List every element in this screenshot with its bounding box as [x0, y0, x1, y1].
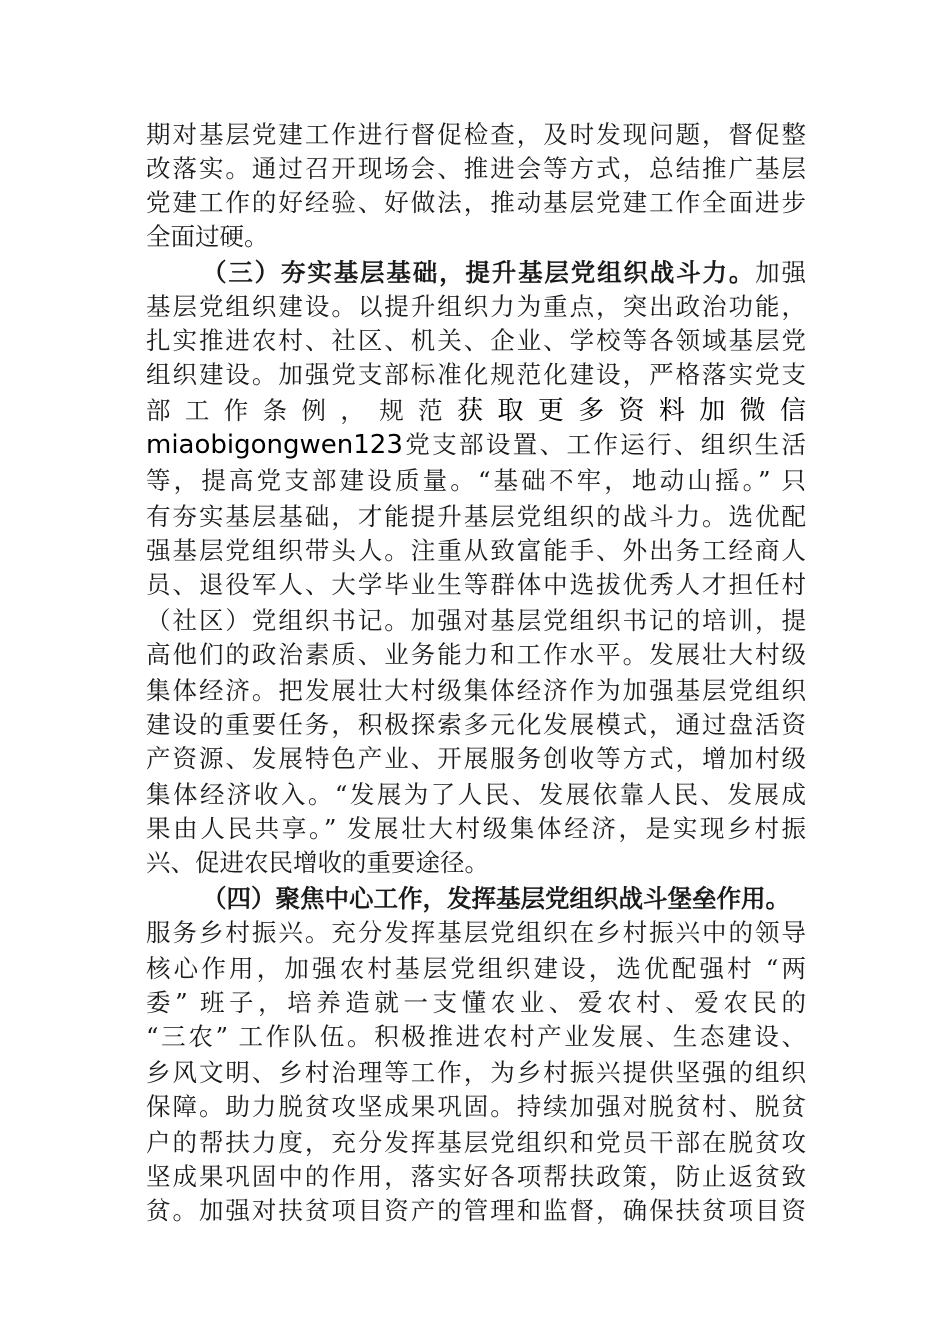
text-line: 果由人民共享。” 发展壮大村级集体经济，是实现乡村振: [146, 814, 806, 843]
text-line: 贫。加强对扶贫项目资产的管理和监督，确保扶贫项目资: [146, 1196, 806, 1225]
text-line: 集体经济收入。“发展为了人民、发展依靠人民、发展成: [146, 780, 806, 809]
text-line: 兴、促进农民增收的重要途径。: [146, 848, 489, 877]
text-line: [146, 427, 806, 463]
text-line: “三农” 工作队伍。积极推进农村产业发展、生态建设、: [146, 1022, 806, 1051]
text-line: 高他们的政治素质、业务能力和工作水平。发展壮大村级: [146, 640, 806, 669]
text-line: 户的帮扶力度，充分发挥基层党组织和党员干部在脱贫攻: [146, 1128, 806, 1157]
text-segment: 加强: [755, 258, 807, 287]
section-heading-line: [202, 881, 806, 917]
text-line: 改落实。通过召开现场会、推进会等方式，总结推广基层: [146, 154, 806, 183]
promo-text: 获取更多资料加微信: [457, 396, 806, 426]
text-line: 扎实推进农村、社区、机关、企业、学校等各领域基层党: [146, 326, 806, 355]
text-line: 委” 班子，培养造就一支懂农业、爱农村、爱农民的: [146, 988, 806, 1017]
text-segment: 部工作条例，规范: [146, 396, 457, 425]
text-line: 期对基层党建工作进行督促检查，及时发现问题，督促整: [146, 120, 806, 149]
text-line: 强基层党组织带头人。注重从致富能手、外出务工经商人: [146, 536, 806, 565]
text-line: 服务乡村振兴。充分发挥基层党组织在乡村振兴中的领导: [146, 918, 806, 947]
text-line: 乡风文明、乡村治理等工作，为乡村振兴提供坚强的组织: [146, 1058, 806, 1087]
text-line: 保障。助力脱贫攻坚成果巩固。持续加强对脱贫村、脱贫: [146, 1092, 806, 1121]
text-line: 基层党组织建设。以提升组织力为重点，突出政治功能，: [146, 292, 806, 321]
text-line: 员、退役军人、大学毕业生等群体中选拔优秀人才担任村: [146, 570, 806, 599]
text-line: 建设的重要任务，积极探索多元化发展模式，通过盘活资: [146, 710, 806, 739]
text-line: 有夯实基层基础，才能提升基层党组织的战斗力。选优配: [146, 502, 806, 531]
text-line: 等，提高党支部建设质量。“基础不牢，地动山摇。” 只: [146, 466, 806, 495]
text-line: 核心作用，加强农村基层党组织建设，选优配强村 “两: [146, 954, 806, 983]
text-line: 全面过硬。: [146, 222, 269, 251]
section-heading-line: [202, 255, 806, 291]
text-line: [146, 393, 806, 429]
section-heading: （四）聚焦中心工作，发挥基层党组织战斗堡垒作用。: [202, 884, 790, 913]
promo-wechat-id: miaobigongwen123: [146, 430, 403, 460]
text-segment: 党支部设置、工作运行、组织生活: [402, 430, 806, 459]
text-line: 产资源、发展特色产业、开展服务创收等方式，增加村级: [146, 744, 806, 773]
text-line: 党建工作的好经验、好做法，推动基层党建工作全面进步: [146, 188, 806, 217]
section-heading: （三）夯实基层基础，提升基层党组织战斗力。: [202, 258, 756, 287]
text-line: 坚成果巩固中的作用，落实好各项帮扶政策，防止返贫致: [146, 1162, 806, 1191]
text-line: 集体经济。把发展壮大村级集体经济作为加强基层党组织: [146, 676, 806, 705]
text-line: 组织建设。加强党支部标准化规范化建设，严格落实党支: [146, 360, 806, 389]
text-line: （社区）党组织书记。加强对基层党组织书记的培训，提: [146, 606, 806, 635]
